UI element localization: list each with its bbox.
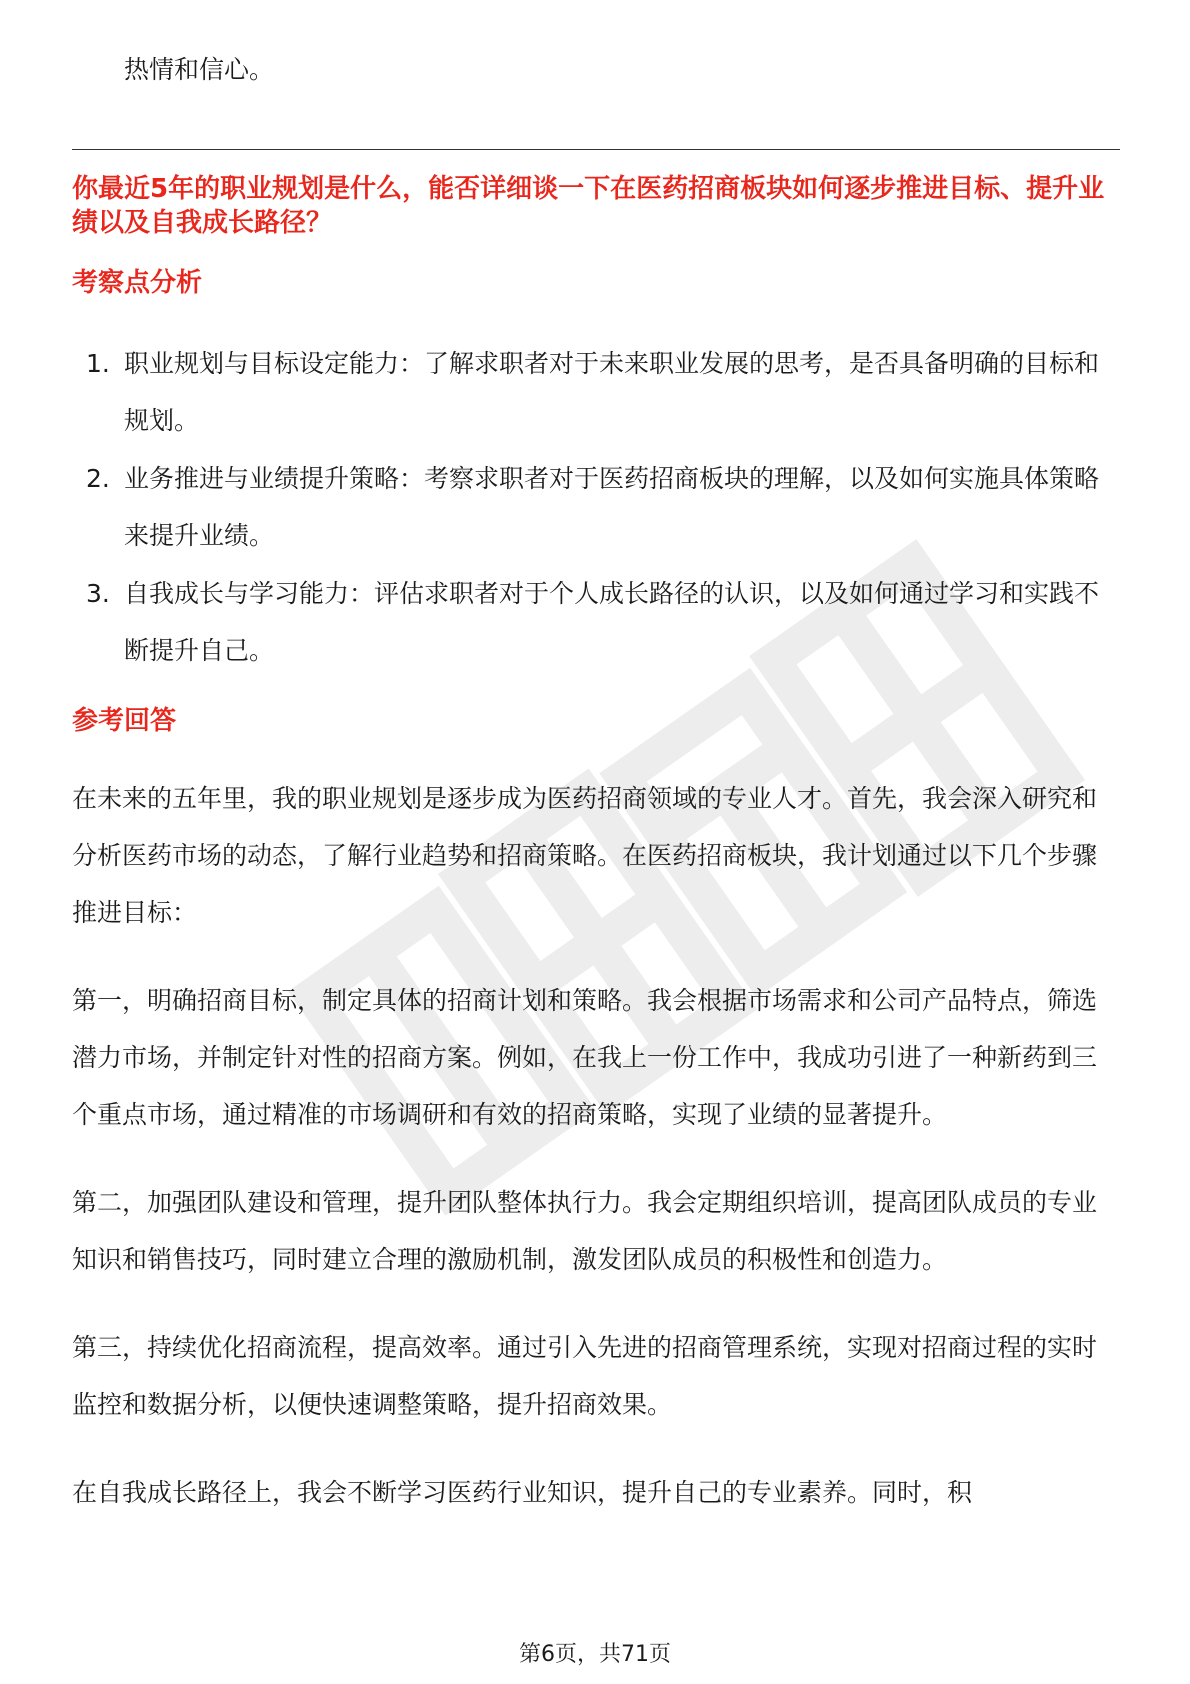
answer-paragraph: 在未来的五年里，我的职业规划是逐步成为医药招商领域的专业人才。首先，我会深入研究和分析医药市场的动态，了解行业趋势和招商策略。在医药招商板块，我计划通过以下几个步骤推进目标：	[72, 784, 1098, 927]
answer-title: 参考回答	[72, 706, 177, 736]
answer-paragraph: 在自我成长路径上，我会不断学习医药行业知识，提升自己的专业素养。同时，积	[72, 1478, 973, 1507]
analysis-point	[72, 450, 1120, 564]
answer-paragraph: 第二，加强团队建设和管理，提升团队整体执行力。我会定期组织培训，提高团队成员的专业知识和销售技巧，同时建立合理的激励机制，激发团队成员的积极性和创造力。	[72, 1188, 1098, 1274]
carryover-text: 热情和信心。	[124, 55, 275, 84]
point-text: 职业规划与目标设定能力：了解求职者对于未来职业发展的思考，是否具备明确的目标和规划。	[124, 349, 1100, 435]
analysis-point	[72, 335, 1120, 449]
point-number: 1.	[86, 349, 110, 378]
document-page	[72, 0, 1120, 1684]
analysis-title: 考察点分析	[72, 268, 203, 298]
page-footer: 第6页，共71页	[519, 1642, 671, 1667]
point-text: 自我成长与学习能力：评估求职者对于个人成长路径的认识，以及如何通过学习和实践不断提升自己。	[124, 579, 1100, 665]
question-heading: 你最近5年的职业规划是什么，能否详细谈一下在医药招商板块如何逐步推进目标、提升业绩以及自我成长路径？	[72, 174, 1105, 238]
analysis-point	[72, 565, 1120, 679]
point-number: 2.	[86, 464, 110, 493]
point-text: 业务推进与业绩提升策略：考察求职者对于医药招商板块的理解，以及如何实施具体策略来提升业绩。	[124, 464, 1100, 550]
section-divider	[72, 149, 1120, 150]
answer-paragraph: 第三，持续优化招商流程，提高效率。通过引入先进的招商管理系统，实现对招商过程的实时监控和数据分析，以便快速调整策略，提升招商效果。	[72, 1333, 1098, 1419]
analysis-points	[72, 335, 1120, 680]
answer-paragraph: 第一，明确招商目标，制定具体的招商计划和策略。我会根据市场需求和公司产品特点，筛选潜力市场，并制定针对性的招商方案。例如，在我上一份工作中，我成功引进了一种新药到三个重点市场，通过精准的市场调研和有效的招商策略，实现了业绩的显著提升。	[72, 986, 1098, 1129]
answer-body	[72, 770, 1120, 1552]
point-number: 3.	[86, 579, 110, 608]
